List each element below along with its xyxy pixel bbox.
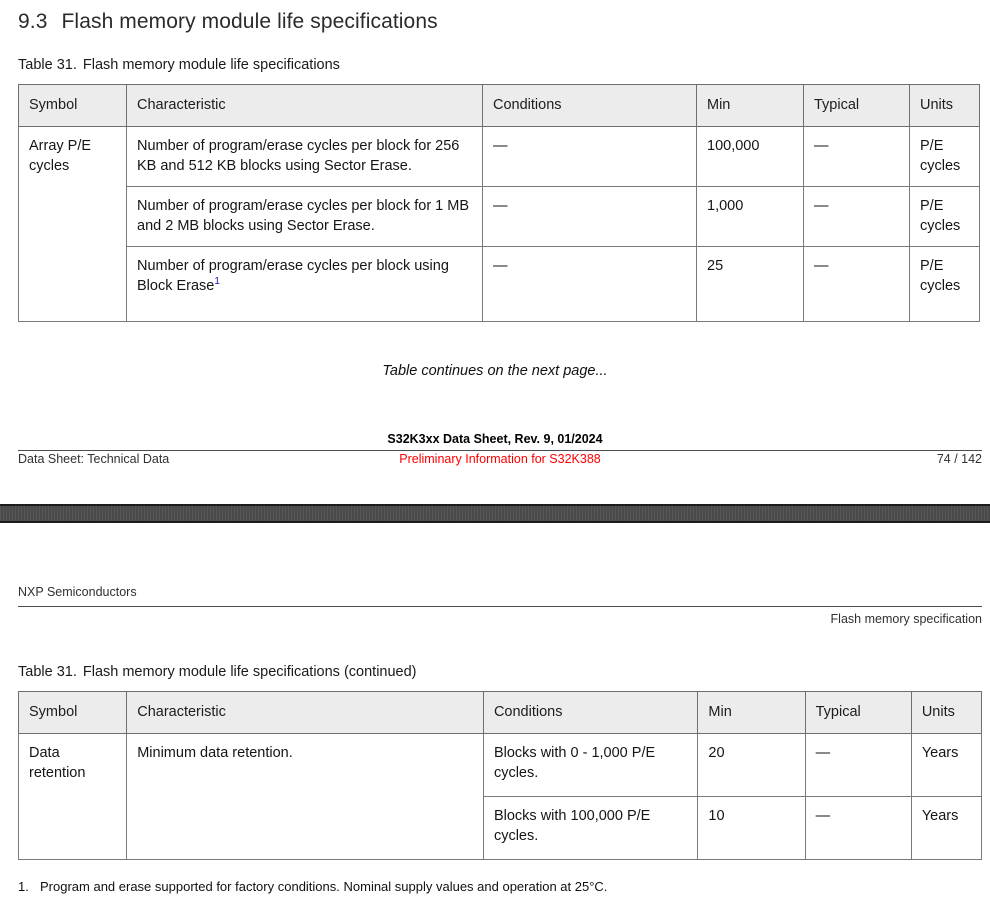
table1-cell-min-r0: 100,000 [697,126,804,186]
table1-header-units: Units [910,85,980,127]
table1-cell-conditions-r2: — [483,246,697,321]
table2-header-conditions: Conditions [483,692,697,734]
table1-header-typical: Typical [804,85,910,127]
table2-cell-characteristic: Minimum data retention. [127,733,484,859]
footer-row [18,452,982,470]
table2-header-row [19,692,982,734]
table1-cell-typical-r0: — [804,126,910,186]
footnote-1-number: 1. [18,879,29,894]
table1-caption [18,57,340,73]
table1-cell-typical-r2: — [804,246,910,321]
footer-divider [18,450,982,451]
table2-header-typical: Typical [805,692,911,734]
table2-caption-text: Flash memory module life specifications (continued) [82,664,417,680]
table1-cell-units-r0: P/E cycles [910,126,980,186]
table2-cell-conditions-r1: Blocks with 100,000 P/E cycles. [483,796,697,859]
table-row [19,246,980,321]
table1-header-row [19,85,980,127]
header-divider [18,606,982,607]
table1-cell-units-r2: P/E cycles [910,246,980,321]
table2-cell-symbol-data-retention: Data retention [19,733,127,859]
header-company-name: NXP Semiconductors [18,585,137,599]
table1-cell-characteristic-r1: Number of program/erase cycles per block for 1 MB and 2 MB blocks using Sector Erase. [127,186,483,246]
table2-cell-conditions-r0: Blocks with 0 - 1,000 P/E cycles. [483,733,697,796]
table-row [19,733,982,796]
table2 [18,691,982,860]
table-row [19,126,980,186]
table1-header-symbol: Symbol [19,85,127,127]
section-number: 9.3 [18,10,48,33]
table2-cell-typical-r1: — [805,796,911,859]
table-row [19,186,980,246]
table1-header-conditions: Conditions [483,85,697,127]
table1-cell-units-r1: P/E cycles [910,186,980,246]
table2-cell-min-r1: 10 [698,796,805,859]
table2-cell-units-r0: Years [911,733,981,796]
table1-caption-text: Flash memory module life specifications [82,57,340,73]
table2-caption [18,664,417,680]
table2-cell-units-r1: Years [911,796,981,859]
table2-caption-label: Table 31. [18,664,77,680]
table2-header-min: Min [698,692,805,734]
table1-cell-characteristic-r2-text: Number of program/erase cycles per block using Block Erase [137,257,449,295]
footnote-ref-1[interactable]: 1 [214,276,220,288]
header-topic: Flash memory specification [830,612,982,626]
section-heading [18,10,438,34]
table1 [18,84,980,322]
table2-header-characteristic: Characteristic [127,692,484,734]
footnote-1-text: Program and erase supported for factory conditions. Nominal supply values and operation at 25°C. [40,879,608,894]
table2-cell-typical-r0: — [805,733,911,796]
table1-cell-conditions-r1: — [483,186,697,246]
table1-cell-min-r1: 1,000 [697,186,804,246]
table1-cell-conditions-r0: — [483,126,697,186]
table1-header-characteristic: Characteristic [127,85,483,127]
footer-page-number: 74 / 142 [936,452,982,466]
table1-cell-characteristic-r0: Number of program/erase cycles per block for 256 KB and 512 KB blocks using Sector Erase. [127,126,483,186]
footer-left-text: Data Sheet: Technical Data [18,452,170,466]
section-title: Flash memory module life specifications [61,10,438,33]
table2-header-symbol: Symbol [19,692,127,734]
table1-cell-characteristic-r2 [127,246,483,321]
table2-cell-min-r0: 20 [698,733,805,796]
table2-header-units: Units [911,692,981,734]
page-break-separator [0,504,990,523]
table1-cell-min-r2: 25 [697,246,804,321]
table1-cell-symbol-array-pe: Array P/E cycles [19,126,127,321]
table-continues-note: Table continues on the next page... [382,363,608,379]
footer-document-title: S32K3xx Data Sheet, Rev. 9, 01/2024 [387,432,603,446]
table1-header-min: Min [697,85,804,127]
table1-caption-label: Table 31. [18,57,77,73]
footnote-1 [18,879,982,894]
table1-clip-region [18,84,982,354]
table1-cell-typical-r1: — [804,186,910,246]
footer-notice: Preliminary Information for S32K388 [399,452,601,466]
